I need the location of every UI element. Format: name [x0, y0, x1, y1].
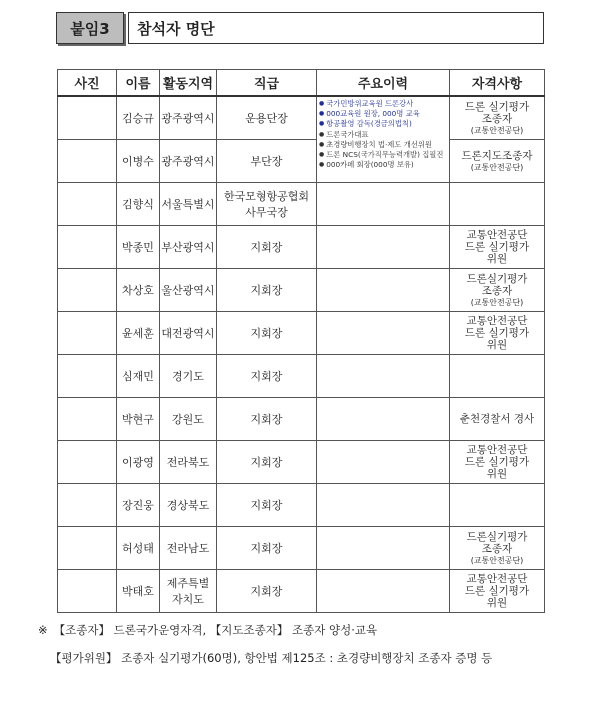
qualification-line: 조종자	[481, 542, 513, 555]
table-row	[58, 269, 545, 312]
career-list	[319, 99, 447, 170]
career-item: ● 000카페 회장(000명 보유)	[319, 160, 447, 170]
column-header: 주요이력	[317, 70, 450, 97]
table-row	[58, 226, 545, 269]
document-title: 참석자 명단	[128, 12, 544, 44]
rank-cell: 지회장	[217, 527, 317, 570]
career-cell	[317, 441, 450, 484]
name-cell: 김향식	[117, 183, 160, 226]
rank-cell: 지회장	[217, 484, 317, 527]
region-cell: 울산광역시	[160, 269, 217, 312]
qualification-line: 교통안전공단	[466, 573, 528, 585]
photo-cell	[58, 570, 117, 613]
rank-cell: 지회장	[217, 355, 317, 398]
region-cell: 전라북도	[160, 441, 217, 484]
qualification-line: 교통안전공단	[466, 229, 528, 241]
column-header: 이름	[117, 70, 160, 97]
table-header-row	[58, 70, 545, 97]
rank-cell: 지회장	[217, 398, 317, 441]
qualification-cell	[450, 226, 545, 269]
qualification-line: 조종자	[481, 112, 513, 125]
rank-cell: 운용단장	[217, 96, 317, 140]
qualification-issuer: (교통안전공단)	[470, 162, 524, 172]
qualification-line: 위원	[486, 253, 508, 265]
photo-cell	[58, 269, 117, 312]
qualification-issuer: (교통안전공단)	[470, 125, 524, 135]
qualification-cell	[450, 570, 545, 613]
photo-cell	[58, 441, 117, 484]
rank-cell: 지회장	[217, 269, 317, 312]
career-cell	[317, 527, 450, 570]
photo-cell	[58, 183, 117, 226]
career-cell	[317, 183, 450, 226]
career-cell	[317, 269, 450, 312]
photo-cell	[58, 527, 117, 570]
photo-cell	[58, 312, 117, 355]
footnote-qualifications	[38, 622, 377, 638]
region-cell: 전라남도	[160, 527, 217, 570]
qualification-line: 교통안전공단	[466, 315, 528, 327]
name-cell: 박현구	[117, 398, 160, 441]
qualification-line: 드론 실기평가	[464, 100, 530, 113]
rank-cell: 지회장	[217, 570, 317, 613]
region-cell: 광주광역시	[160, 140, 217, 183]
qualification-cell	[450, 355, 545, 398]
name-cell: 박태호	[117, 570, 160, 613]
region-cell: 부산광역시	[160, 226, 217, 269]
photo-cell	[58, 96, 117, 140]
region-cell: 강원도	[160, 398, 217, 441]
photo-cell	[58, 140, 117, 183]
qualification-issuer: (교통안전공단)	[470, 555, 524, 565]
name-cell: 박종민	[117, 226, 160, 269]
qualification-line: 교통안전공단	[466, 444, 528, 456]
career-item: ● 000교육원 원장, 000명 교육	[319, 109, 447, 119]
column-header: 활동지역	[160, 70, 217, 97]
qualification-line: 드론실기평가	[466, 530, 528, 543]
qualification-cell	[450, 484, 545, 527]
qualification-line: 드론 실기평가	[464, 241, 530, 253]
qualification-cell	[450, 96, 545, 140]
qualification-line: 드론지도조종자	[461, 149, 533, 162]
qualification-cell	[450, 269, 545, 312]
table-row	[58, 312, 545, 355]
table-row	[58, 527, 545, 570]
attendee-table	[57, 69, 545, 613]
note-line-2: 【평가위원】 조종자 실기평가(60명), 항안법 제125조 : 초경량비행장치 조종자 증명 등	[50, 651, 493, 665]
qualification-line: 위원	[486, 468, 508, 480]
career-cell	[317, 355, 450, 398]
table-row	[58, 570, 545, 613]
qualification-cell	[450, 183, 545, 226]
rank-cell: 한국모형항공협회 사무국장	[217, 183, 317, 226]
name-cell: 허성태	[117, 527, 160, 570]
qualification-cell	[450, 441, 545, 484]
footnote-evaluator	[50, 650, 492, 666]
document-header	[56, 12, 544, 44]
table-row	[58, 140, 545, 183]
career-item: ● 초경량비행장치 법·제도 개선위원	[319, 140, 447, 150]
qualification-line: 드론실기평가	[466, 272, 528, 285]
qualification-line: 위원	[486, 597, 508, 609]
region-cell: 제주특별 자치도	[160, 570, 217, 613]
qualification-line: 드론 실기평가	[464, 585, 530, 597]
note-mark: ※	[38, 623, 48, 637]
attachment-tag: 붙임3	[56, 12, 124, 44]
region-cell: 광주광역시	[160, 96, 217, 140]
qualification-cell	[450, 140, 545, 183]
rank-cell: 지회장	[217, 441, 317, 484]
photo-cell	[58, 226, 117, 269]
qualification-cell	[450, 398, 545, 441]
region-cell: 서울특별시	[160, 183, 217, 226]
table-row	[58, 484, 545, 527]
name-cell: 이광영	[117, 441, 160, 484]
region-cell: 경기도	[160, 355, 217, 398]
photo-cell	[58, 484, 117, 527]
rank-cell: 부단장	[217, 140, 317, 183]
column-header: 사진	[58, 70, 117, 97]
qualification-cell	[450, 312, 545, 355]
column-header: 직급	[217, 70, 317, 97]
rank-cell: 지회장	[217, 312, 317, 355]
name-cell: 심재민	[117, 355, 160, 398]
qualification-cell	[450, 527, 545, 570]
name-cell: 이병수	[117, 140, 160, 183]
career-cell	[317, 484, 450, 527]
name-cell: 윤세훈	[117, 312, 160, 355]
qualification-line: 위원	[486, 339, 508, 351]
table-row	[58, 183, 545, 226]
career-cell	[317, 570, 450, 613]
career-cell	[317, 398, 450, 441]
column-header: 자격사항	[450, 70, 545, 97]
career-item: ● 드론국가대표	[319, 130, 447, 140]
career-item: ● 국가민방위교육원 드론강사	[319, 99, 447, 109]
photo-cell	[58, 398, 117, 441]
rank-cell: 지회장	[217, 226, 317, 269]
name-cell: 김승규	[117, 96, 160, 140]
qualification-line: 조종자	[481, 284, 513, 297]
name-cell: 장진웅	[117, 484, 160, 527]
note-line-1: 【조종자】 드론국가운영자격, 【지도조종자】 조종자 양성·교육	[53, 623, 378, 637]
photo-cell	[58, 355, 117, 398]
region-cell: 대전광역시	[160, 312, 217, 355]
region-cell: 경상북도	[160, 484, 217, 527]
qualification-line: 춘천경찰서 경사	[459, 413, 535, 425]
career-item: ● 드론 NCS(국가직무능력개발) 집필진	[319, 150, 447, 160]
career-item: ● 항공촬영 감독(경금의법칙)	[319, 119, 447, 129]
career-cell	[317, 96, 450, 183]
qualification-line: 드론 실기평가	[464, 456, 530, 468]
table-row	[58, 96, 545, 140]
qualification-issuer: (교통안전공단)	[470, 297, 524, 307]
career-cell	[317, 312, 450, 355]
table-row	[58, 398, 545, 441]
table-row	[58, 355, 545, 398]
table-row	[58, 441, 545, 484]
career-cell	[317, 226, 450, 269]
name-cell: 차상호	[117, 269, 160, 312]
qualification-line: 드론 실기평가	[464, 327, 530, 339]
